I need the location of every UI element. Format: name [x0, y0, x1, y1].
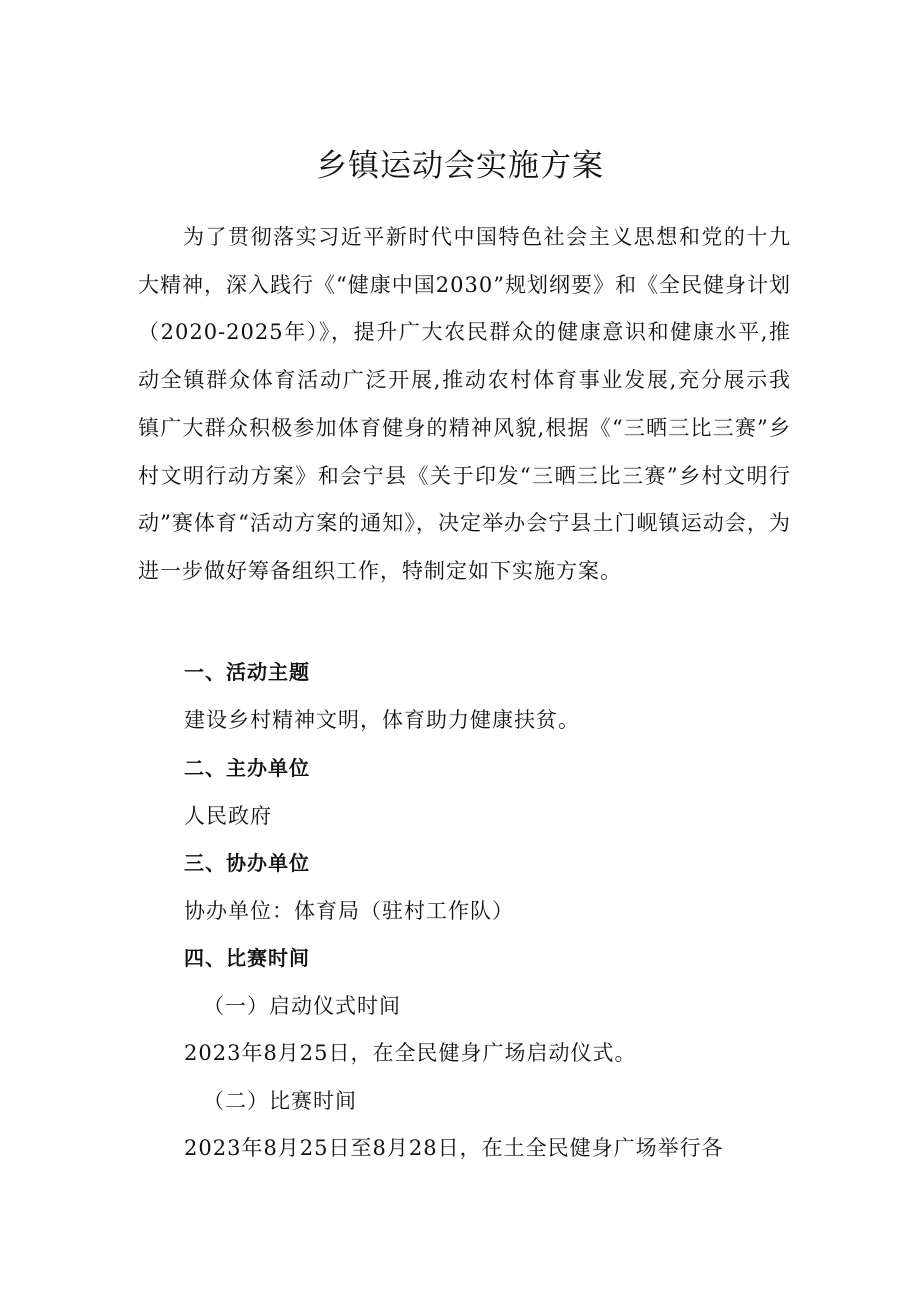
subsection-heading-launch: （一）启动仪式时间	[203, 994, 401, 1018]
section-text-launch: 2023年8月25日，在全民健身广场启动仪式。	[184, 1041, 637, 1065]
section-text-host: 人民政府	[184, 804, 272, 828]
section-text-theme: 建设乡村精神文明，体育助力健康扶贫。	[184, 708, 580, 732]
section-heading-host: 二、主办单位	[184, 756, 310, 780]
section-heading-theme: 一、活动主题	[184, 660, 310, 684]
section-heading-co-organizer: 三、协办单位	[184, 851, 310, 875]
section-text-co-organizer: 协办单位：体育局（驻村工作队）	[184, 899, 514, 923]
intro-paragraph: 为了贯彻落实习近平新时代中国特色社会主义思想和党的十九大精神，深入践行《“健康中国2030”规划纲要》和《全民健身计划（2020-2025年）》，提升广大农民群众的健康意识和健康水平,推动全镇群众体育活动广泛开展,推动农村体育事业发展,充分展示我镇广大群众积极参加体育健身的精神风貌,根据《“三晒三比三赛”乡村文明行动方案》和会宁县《关于印发“三晒三比三赛”乡村文明行动”赛体育“活动方案的通知》，决定举办会宁县土门岘镇运动会，为进一步做好筹备组织工作，特制定如下实施方案。	[138, 225, 791, 583]
section-heading-time: 四、比赛时间	[184, 946, 310, 970]
document-title: 乡镇运动会实施方案	[316, 148, 604, 184]
subsection-heading-competition: （二）比赛时间	[203, 1089, 357, 1113]
section-text-competition: 2023年8月25日至8月28日，在土全民健身广场举行各	[184, 1136, 724, 1160]
